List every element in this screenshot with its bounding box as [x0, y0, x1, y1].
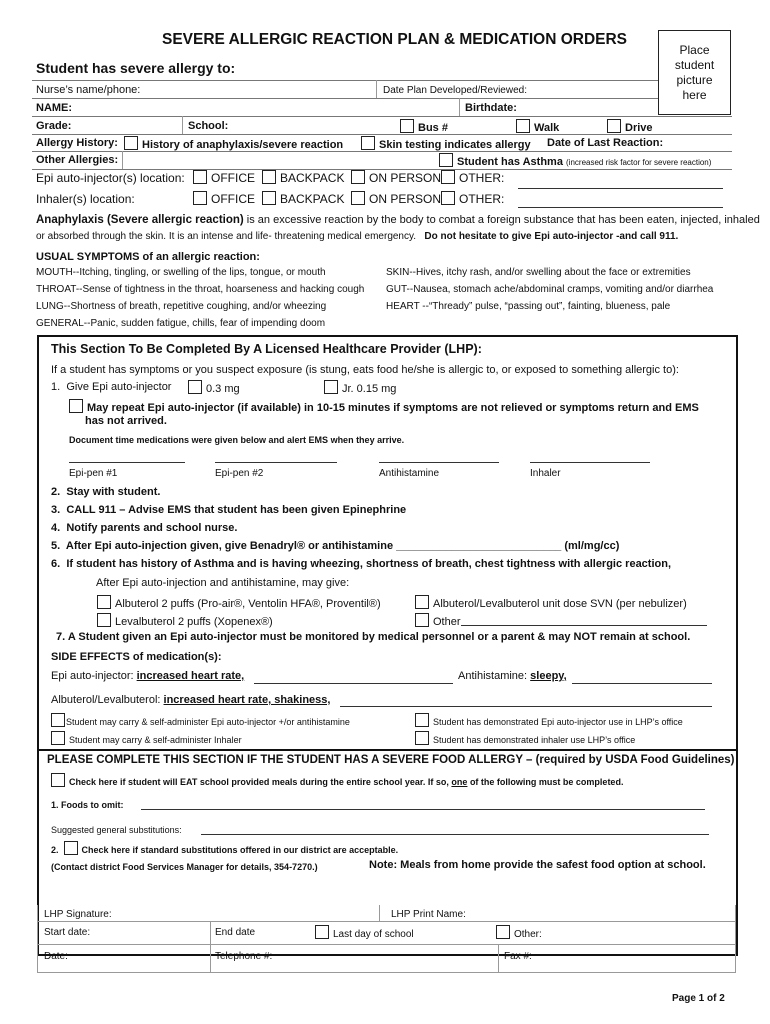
- levalbuterol-checkbox[interactable]: [97, 613, 111, 627]
- other-med-label: Other: [433, 616, 461, 628]
- last-day-label: Last day of school: [333, 929, 414, 940]
- symptom-general: GENERAL--Panic, sudden fatigue, chills, fear of impending doom: [36, 318, 326, 329]
- footer-other-label: Other:: [514, 929, 542, 940]
- inhaler-other-checkbox[interactable]: [441, 191, 455, 205]
- step-item: [51, 540, 619, 552]
- carry-epi-option[interactable]: [51, 713, 350, 727]
- antihistamine-col-label: Antihistamine: [379, 468, 440, 479]
- step-item: [51, 504, 406, 516]
- step1-text: Give Epi auto-injector: [66, 381, 172, 393]
- repeat-epi-line2: has not arrived.: [85, 415, 167, 427]
- other-med-checkbox[interactable]: [415, 613, 429, 627]
- lhp-signature-label: LHP Signature:: [44, 909, 112, 920]
- anaphylaxis-warning: Do not hesitate to give Epi auto-injector -and call 911.: [424, 231, 679, 242]
- epi-other-option[interactable]: [441, 170, 504, 185]
- se-alb-row: [51, 694, 330, 706]
- carry-inhaler-checkbox[interactable]: [51, 731, 65, 745]
- inhaler-backpack-checkbox[interactable]: [262, 191, 276, 205]
- step7: 7. A Student given an Epi auto-injector must be monitored by medical personnel or a parent & may NOT remain at school.: [56, 631, 691, 643]
- symptom-heart: HEART --“Thready” pulse, “passing out”, fainting, blueness, pale: [386, 301, 671, 312]
- step-num: 6.: [51, 558, 61, 570]
- albuterol-puffs-option[interactable]: [97, 595, 381, 610]
- epi-person-checkbox[interactable]: [351, 170, 365, 184]
- inhaler-office-option[interactable]: [193, 191, 255, 206]
- date-last-reaction-label: Date of Last Reaction:: [547, 137, 664, 149]
- carry-epi-label: Student may carry & self-administer Epi auto-injector +/or antihistamine: [66, 717, 350, 727]
- lhp-intro: If a student has symptoms or you suspect exposure (is stung, eats food he/she is allergic to, or exposed to something allergic to):: [51, 364, 679, 376]
- se-epi-label: Epi auto-injector:: [51, 670, 134, 682]
- repeat-epi-checkbox[interactable]: [69, 399, 83, 413]
- bus-label: Bus #: [418, 122, 448, 134]
- se-alb-value: increased heart rate, shakiness,: [163, 694, 331, 706]
- lhp-print-label: LHP Print Name:: [391, 909, 466, 920]
- albuterol-puffs-checkbox[interactable]: [97, 595, 111, 609]
- last-day-option[interactable]: [315, 925, 414, 940]
- anaphylaxis-line2-wrap: [36, 231, 678, 242]
- drive-option[interactable]: [607, 119, 653, 134]
- demo-epi-option[interactable]: [415, 713, 683, 727]
- drive-label: Drive: [625, 122, 653, 134]
- epi-backpack-option[interactable]: [262, 170, 344, 185]
- student-picture-box[interactable]: [658, 30, 731, 115]
- carry-inhaler-option[interactable]: [51, 731, 242, 745]
- step-item: [51, 522, 237, 534]
- after-epi-text: After Epi auto-injection and antihistamine, may give:: [96, 577, 350, 589]
- asthma-label: Student has Asthma: [457, 156, 563, 168]
- inhaler-person-option[interactable]: [351, 191, 441, 206]
- start-date-label: Start date:: [44, 927, 91, 938]
- date-label: Date:: [44, 951, 68, 962]
- end-date-label: End date: [215, 927, 256, 938]
- page-title: SEVERE ALLERGIC REACTION PLAN & MEDICATION ORDERS: [162, 31, 628, 48]
- dose-03-option[interactable]: [188, 380, 240, 395]
- demo-epi-checkbox[interactable]: [415, 713, 429, 727]
- epi-location-label: Epi auto-injector(s) location:: [36, 171, 185, 185]
- step-num: 2.: [51, 486, 61, 498]
- step-text: Stay with student.: [66, 486, 161, 498]
- symptoms-heading: USUAL SYMPTOMS of an allergic reaction:: [36, 251, 260, 263]
- footer-other-checkbox[interactable]: [496, 925, 510, 939]
- asthma-checkbox[interactable]: [439, 153, 453, 167]
- walk-checkbox[interactable]: [516, 119, 530, 133]
- inhaler-backpack-option[interactable]: [262, 191, 344, 206]
- eat-meals-text-a: Check here if student will EAT school provided meals during the entire school year. If so,: [69, 777, 452, 787]
- food-heading: PLEASE COMPLETE THIS SECTION IF THE STUDENT HAS A SEVERE FOOD ALLERGY – (required by USDA Food Guidelines): [47, 754, 735, 766]
- step-text: If student has history of Asthma and is having wheezing, shortness of breath, chest tightness with allergic reaction,: [66, 558, 672, 570]
- demo-inhaler-label: Student has demonstrated inhaler use LHP’s office: [433, 735, 636, 745]
- se-anti-label: Antihistamine:: [458, 670, 528, 682]
- epi-person-label: ON PERSON: [369, 171, 442, 185]
- demo-epi-label: Student has demonstrated Epi auto-injector use in LHP’s office: [433, 717, 683, 727]
- skin-testing-checkbox[interactable]: [361, 136, 375, 150]
- picture-box-line: student: [674, 58, 715, 72]
- walk-option[interactable]: [516, 119, 559, 134]
- anaphylaxis-term: Anaphylaxis (Severe allergic reaction): [36, 214, 244, 226]
- epipen1-label: Epi-pen #1: [69, 468, 118, 479]
- inhaler-person-checkbox[interactable]: [351, 191, 365, 205]
- page-number: Page 1 of 2: [672, 993, 725, 1004]
- albuterol-svn-option[interactable]: [415, 595, 687, 610]
- symptom-mouth: MOUTH--Itching, tingling, or swelling of the lips, tongue, or mouth: [36, 267, 326, 278]
- inhaler-other-option[interactable]: [441, 191, 504, 206]
- name-label: NAME:: [36, 102, 73, 114]
- inhaler-backpack-label: BACKPACK: [280, 192, 345, 206]
- epi-backpack-checkbox[interactable]: [262, 170, 276, 184]
- dose-03-checkbox[interactable]: [188, 380, 202, 394]
- epi-backpack-label: BACKPACK: [280, 171, 345, 185]
- symptom-skin: SKIN--Hives, itchy rash, and/or swelling about the face or extremities: [386, 267, 691, 278]
- carry-epi-checkbox[interactable]: [51, 713, 65, 727]
- se-epi-row: [51, 670, 244, 682]
- se-anti-row: [458, 670, 567, 682]
- levalbuterol-label: Levalbuterol 2 puffs (Xopenex®): [115, 616, 273, 628]
- eat-meals-option[interactable]: [51, 773, 623, 787]
- symptom-gut: GUT--Nausea, stomach ache/abdominal cramps, vomiting and/or diarrhea: [386, 284, 714, 295]
- epipen2-label: Epi-pen #2: [215, 468, 264, 479]
- meals-home-note: Note: Meals from home provide the safest food option at school.: [369, 859, 706, 871]
- history-anaphylaxis-checkbox[interactable]: [124, 136, 138, 150]
- inhaler-col-label: Inhaler: [530, 468, 561, 479]
- step-num: 5.: [51, 540, 61, 552]
- step-text: CALL 911 – Advise EMS that student has been given Epinephrine: [66, 504, 407, 516]
- standard-subs-checkbox[interactable]: [64, 841, 78, 855]
- repeat-epi-line1: May repeat Epi auto-injector (if available) in 10-15 minutes if symptoms are not relieved or symptoms return and EMS: [87, 402, 699, 414]
- standard-subs-row[interactable]: [51, 841, 398, 855]
- bus-option[interactable]: [400, 119, 448, 134]
- drive-checkbox[interactable]: [607, 119, 621, 133]
- eat-meals-one: one: [451, 777, 468, 787]
- bus-checkbox[interactable]: [400, 119, 414, 133]
- skin-testing-label: Skin testing indicates allergy: [379, 139, 531, 151]
- picture-box-line: picture: [676, 73, 713, 87]
- other-allergies-label: Other Allergies:: [36, 154, 119, 166]
- inhaler-office-label: OFFICE: [211, 192, 255, 206]
- repeat-epi-option[interactable]: [69, 399, 699, 414]
- step-num: 3.: [51, 504, 61, 516]
- last-day-checkbox[interactable]: [315, 925, 329, 939]
- step-item: [51, 558, 671, 570]
- anaphylaxis-line1: is an excessive reaction by the body to combat a foreign substance that has been eaten, injected, inhaled: [243, 214, 760, 226]
- asthma-note: (increased risk factor for severe reaction): [566, 158, 712, 167]
- demo-inhaler-checkbox[interactable]: [415, 731, 429, 745]
- epi-office-checkbox[interactable]: [193, 170, 207, 184]
- se-alb-label: Albuterol/Levalbuterol:: [51, 694, 161, 706]
- anaphylaxis-line2: or absorbed through the skin. It is an intense and life- threatening medical emergency.: [36, 231, 417, 242]
- step-num: 4.: [51, 522, 61, 534]
- inhaler-person-label: ON PERSON: [369, 192, 442, 206]
- suggested-subs-label: Suggested general substitutions:: [51, 825, 182, 835]
- anaphylaxis-definition: [36, 214, 760, 226]
- foods-omit-label: 1. Foods to omit:: [51, 800, 124, 810]
- levalbuterol-option[interactable]: [97, 613, 273, 628]
- epi-person-option[interactable]: [351, 170, 441, 185]
- inhaler-office-checkbox[interactable]: [193, 191, 207, 205]
- epi-office-label: OFFICE: [211, 171, 255, 185]
- school-label: School:: [188, 120, 229, 132]
- symptom-lung: LUNG--Shortness of breath, repetitive coughing, and/or wheezing: [36, 301, 327, 312]
- dose-015-label: Jr. 0.15 mg: [342, 383, 397, 395]
- picture-box-line: Place: [679, 43, 710, 57]
- inhaler-location-label: Inhaler(s) location:: [36, 192, 135, 206]
- epi-office-option[interactable]: [193, 170, 255, 185]
- date-plan-label: Date Plan Developed/Reviewed:: [383, 85, 527, 96]
- document-time: Document time medications were given below and alert EMS when they arrive.: [69, 435, 405, 445]
- standard-subs-num: 2.: [51, 845, 59, 855]
- step-text: Notify parents and school nurse.: [66, 522, 238, 534]
- inhaler-other-label: OTHER:: [459, 192, 505, 206]
- fax-label: Fax #:: [504, 951, 532, 962]
- history-anaphylaxis-label: History of anaphylaxis/severe reaction: [142, 139, 344, 151]
- nurse-label: Nurse’s name/phone:: [36, 84, 141, 96]
- other-med-option[interactable]: [415, 613, 461, 628]
- history-anaphylaxis-option[interactable]: [124, 136, 343, 151]
- step-item: [51, 486, 160, 498]
- albuterol-svn-label: Albuterol/Levalbuterol unit dose SVN (per nebulizer): [433, 598, 687, 610]
- lhp-heading: This Section To Be Completed By A Licensed Healthcare Provider (LHP):: [51, 342, 482, 356]
- dose-015-option[interactable]: [324, 380, 396, 395]
- eat-meals-text-b: of the following must be completed.: [467, 777, 624, 787]
- epi-other-checkbox[interactable]: [441, 170, 455, 184]
- contact-food-services: (Contact district Food Services Manager for details, 354-7270.): [51, 862, 318, 872]
- dose-03-label: 0.3 mg: [206, 383, 240, 395]
- dose-015-checkbox[interactable]: [324, 380, 338, 394]
- step1-row: [51, 381, 171, 393]
- skin-testing-option[interactable]: [361, 136, 531, 151]
- allergy-history-label: Allergy History:: [36, 137, 118, 149]
- picture-box-line: here: [682, 88, 707, 102]
- walk-label: Walk: [534, 122, 560, 134]
- asthma-option[interactable]: [439, 153, 711, 168]
- se-epi-value: increased heart rate,: [136, 670, 245, 682]
- birthdate-label: Birthdate:: [465, 102, 517, 114]
- step-text: After Epi auto-injection given, give Benadryl® or antihistamine ___________________________ (ml/mg/cc): [65, 540, 620, 552]
- eat-meals-checkbox[interactable]: [51, 773, 65, 787]
- epi-other-label: OTHER:: [459, 171, 505, 185]
- symptom-throat: THROAT--Sense of tightness in the throat, hoarseness and hacking cough: [36, 284, 365, 295]
- demo-inhaler-option[interactable]: [415, 731, 635, 745]
- albuterol-svn-checkbox[interactable]: [415, 595, 429, 609]
- grade-label: Grade:: [36, 120, 72, 132]
- carry-inhaler-label: Student may carry & self-administer Inhaler: [69, 735, 242, 745]
- telephone-label: Telephone #:: [215, 951, 273, 962]
- side-effects-heading: SIDE EFFECTS of medication(s):: [51, 651, 222, 663]
- albuterol-puffs-label: Albuterol 2 puffs (Pro-air®, Ventolin HFA®, Proventil®): [115, 598, 381, 610]
- footer-other-option[interactable]: [496, 925, 542, 940]
- step1-num: 1.: [51, 381, 61, 393]
- student-allergy-label: Student has severe allergy to:: [36, 60, 236, 76]
- se-anti-value: sleepy,: [530, 670, 567, 682]
- standard-subs-label: Check here if standard substitutions offered in our district are acceptable.: [81, 845, 399, 855]
